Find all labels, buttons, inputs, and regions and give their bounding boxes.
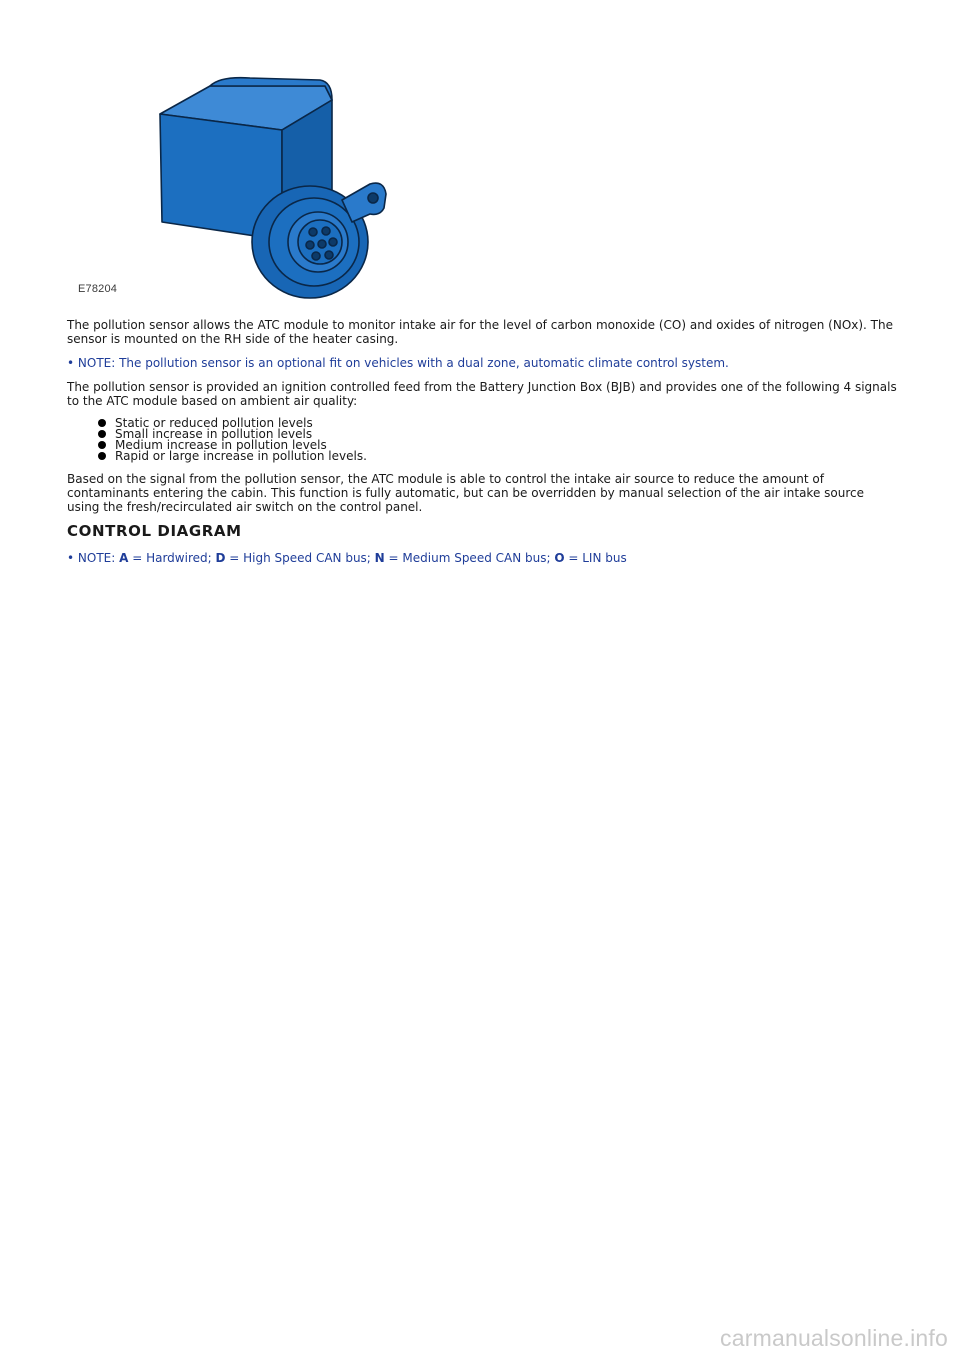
key-letter: O	[554, 551, 565, 565]
key-description: = Medium Speed CAN bus;	[384, 551, 555, 565]
optional-fit-note: • NOTE: The pollution sensor is an optional fit on vehicles with a dual zone, automatic climate control system.	[67, 356, 729, 370]
note-prefix: • NOTE:	[67, 551, 120, 565]
key-letter: D	[215, 551, 226, 565]
connector-pin	[306, 241, 314, 249]
bullet-icon	[98, 419, 106, 427]
signal-list	[67, 418, 897, 462]
figure-label: E78204	[78, 283, 118, 295]
key-description: = High Speed CAN bus;	[225, 551, 375, 565]
key-description: = Hardwired;	[128, 551, 216, 565]
bullet-icon	[98, 430, 106, 438]
list-item-text: Medium increase in pollution levels	[115, 438, 327, 452]
mounting-hole	[368, 193, 378, 203]
key-letter: A	[119, 551, 129, 565]
intro-paragraph: The pollution sensor allows the ATC module to monitor intake air for the level of carbon monoxide (CO) and oxides of nitrogen (NOx). The sensor is mounted on the RH side of the heater casing.	[67, 318, 893, 346]
key-description: = LIN bus	[564, 551, 627, 565]
mounting-tab	[342, 183, 386, 222]
connector-pin	[318, 240, 326, 248]
key-letter: N	[374, 551, 385, 565]
list-item	[98, 451, 897, 462]
connector-pin	[325, 251, 333, 259]
bullet-icon	[98, 441, 106, 449]
list-item-text: Small increase in pollution levels	[115, 427, 313, 441]
feed-paragraph: The pollution sensor is provided an ignition controlled feed from the Battery Junction Box (BJB) and provides one of the following 4 signals to the ATC module based on ambient air quality:	[67, 380, 897, 408]
connector-pin	[312, 252, 320, 260]
list-item-text: Rapid or large increase in pollution levels.	[115, 449, 367, 463]
connector-pin	[309, 228, 317, 236]
document-body	[67, 318, 897, 575]
connector-pin	[322, 227, 330, 235]
section-heading: CONTROL DIAGRAM	[67, 522, 242, 540]
connector-pin	[329, 238, 337, 246]
bus-key-note	[67, 551, 897, 565]
pollution-sensor-illustration	[70, 72, 410, 304]
bullet-icon	[98, 452, 106, 460]
control-paragraph: Based on the signal from the pollution sensor, the ATC module is able to control the intake air source to reduce the amount of contaminants entering the cabin. This function is fully automatic, but can be overridden by manual selection of the air intake source using the fresh/recirculated air switch on the control panel.	[67, 472, 864, 514]
watermark: carmanualsonline.info	[720, 1325, 948, 1351]
list-item-text: Static or reduced pollution levels	[115, 416, 313, 430]
